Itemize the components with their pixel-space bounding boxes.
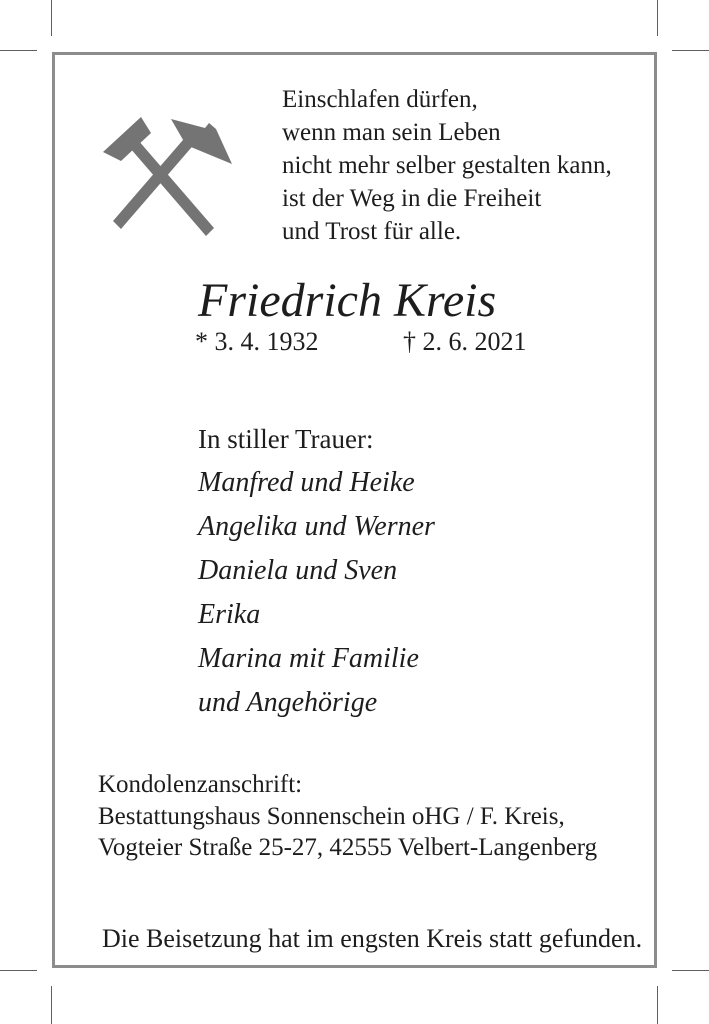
mourner-line: und Angehörige	[198, 687, 378, 718]
crop-mark-bottom-right-horizontal	[672, 970, 709, 971]
mourners-section	[198, 417, 435, 725]
verse-line: nicht mehr selber gestalten kann,	[282, 152, 612, 179]
condolence-section	[98, 769, 597, 864]
crop-mark-bottom-left-vertical	[51, 986, 52, 1024]
crop-mark-top-left-horizontal	[0, 50, 37, 51]
crop-mark-bottom-left-horizontal	[0, 970, 37, 971]
verse-line: ist der Weg in die Freiheit	[282, 185, 542, 212]
mourner-line: Angelika und Werner	[198, 511, 435, 542]
crop-mark-top-left-vertical	[51, 0, 52, 36]
crossed-hammers-icon	[95, 105, 240, 245]
mourning-intro: In stiller Trauer:	[198, 424, 374, 454]
verse-line: Einschlafen dürfen,	[282, 86, 478, 113]
memorial-verse	[282, 83, 612, 248]
condolence-label: Kondolenzanschrift:	[98, 771, 303, 798]
mourner-line: Manfred und Heike	[198, 467, 415, 498]
mourner-line: Daniela und Sven	[198, 555, 398, 586]
obituary-card	[52, 52, 657, 968]
mourner-line: Marina mit Familie	[198, 643, 419, 674]
verse-line: wenn man sein Leben	[282, 119, 501, 146]
crop-mark-top-right-horizontal	[672, 50, 709, 51]
funeral-note: Die Beisetzung hat im engsten Kreis statt gefunden.	[102, 924, 643, 953]
verse-line: und Trost für alle.	[282, 218, 462, 245]
deceased-name: Friedrich Kreis	[198, 274, 497, 327]
birth-date: * 3. 4. 1932	[195, 327, 319, 356]
condolence-address-line: Vogteier Straße 25-27, 42555 Velbert-Langenberg	[98, 834, 598, 861]
crop-mark-bottom-right-vertical	[657, 986, 658, 1024]
condolence-address-line: Bestattungshaus Sonnenschein oHG / F. Kreis,	[98, 802, 565, 830]
mourner-line: Erika	[198, 599, 261, 630]
crop-mark-top-right-vertical	[657, 0, 658, 36]
death-date: † 2. 6. 2021	[403, 327, 527, 356]
